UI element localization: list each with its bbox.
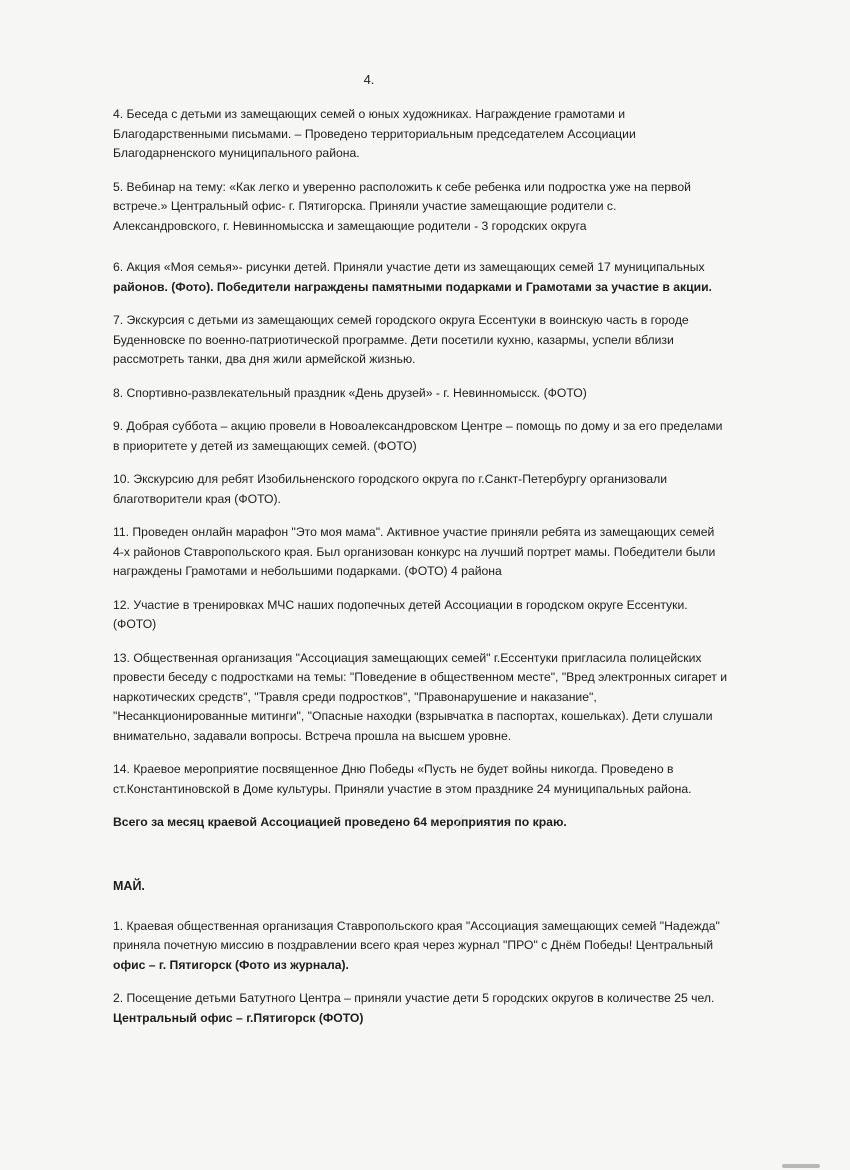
list-item-11: 11. Проведен онлайн марафон "Это моя мама". Активное участие приняли ребята из замещающих семей 4-х районов Ставропольского края. Был организован конкурс на лучший портрет мамы. Победители были награждены Грамотами и небольшими подарками. (ФОТО) 4 района (113, 525, 716, 578)
list-item-13: 13. Общественная организация "Ассоциация замещающих семей" г.Ессентуки пригласила полицейских провести беседу с подростками на темы: "Поведение в общественном месте", "Вред электронных сигарет и наркотических средств", "Травля среди подростков", "Правонарушение и наказание", "Несанкционированные митинги", "Опасные находки (взрывчатка в паспортах, кошельках). Дети слушали внимательно, задавали вопросы. Встреча прошла на высшем уровне. (113, 650, 728, 743)
list-item-4: 4. Беседа с детьми из замещающих семей о юных художниках. Награждение грамотами и Благодарственными письмами. – Проведено территориальным председателем Ассоциации Благодарненского муниципального района. (113, 107, 636, 160)
list-item-9: 9. Добрая суббота – акцию провели в Новоалександровском Центре – помощь по дому и за его пределами в приоритете у детей из замещающих семей. (ФОТО) (113, 419, 723, 453)
list-item-5: 5. Вебинар на тему: «Как легко и уверенно расположить к себе ребенка или подростка уже на первой встрече.» Центральный офис- г. Пятигорска. Приняли участие замещающие родители с. Александровского, г. Невинномысска и замещающие родители - 3 городских округа (113, 179, 691, 233)
scan-edge-mark (782, 1164, 820, 1168)
list-item-8: 8. Спортивно-развлекательный праздник «День друзей» - г. Невинномысск. (ФОТО) (113, 385, 587, 400)
month-heading: МАЙ. (113, 878, 145, 893)
document-body (113, 105, 753, 1042)
list-item-7: 7. Экскурсия с детьми из замещающих семей городского округа Ессентуки в воинскую часть в городе Буденновске по военно-патриотической программе. Дети посетили кухню, казармы, успели вблизи рассмотреть танки, два дня жили армейской жизнью. (113, 313, 689, 366)
page-number: 4. (363, 72, 375, 87)
monthly-total: Всего за месяц краевой Ассоциацией проведено 64 мероприятия по краю. (113, 815, 567, 829)
may-item-1: 1. Краевая общественная организация Ставропольского края "Ассоциация замещающих семей "Надежда" приняла почетную миссию в поздравлении всего края через журнал "ПРО" с Днём Победы! Центральный офис – г. Пятигорск (Фото из журнала). (113, 918, 720, 972)
list-item-10: 10. Экскурсию для ребят Изобильненского городского округа по г.Санкт-Петербургу организовали благотворители края (ФОТО). (113, 472, 668, 506)
list-item-6: 6. Акция «Моя семья»- рисунки детей. Приняли участие дети из замещающих семей 17 муниципальных районов. (Фото). Победители награждены памятными подарками и Грамотами за участие в акции. (113, 260, 712, 294)
list-item-12: 12. Участие в тренировках МЧС наших подопечных детей Ассоциации в городском округе Ессентуки. (ФОТО) (113, 597, 688, 631)
list-item-14: 14. Краевое мероприятие посвященное Дню Победы «Пусть не будет войны никогда. Проведено в ст.Константиновской в Доме культуры. Приняли участие в этом празднике 24 муниципальных района. (113, 762, 692, 796)
section-spacer (113, 847, 753, 877)
may-item-2: 2. Посещение детьми Батутного Центра – приняли участие дети 5 городских округов в количестве 25 чел. Центральный офис – г.Пятигорск (ФОТО) (113, 991, 715, 1025)
